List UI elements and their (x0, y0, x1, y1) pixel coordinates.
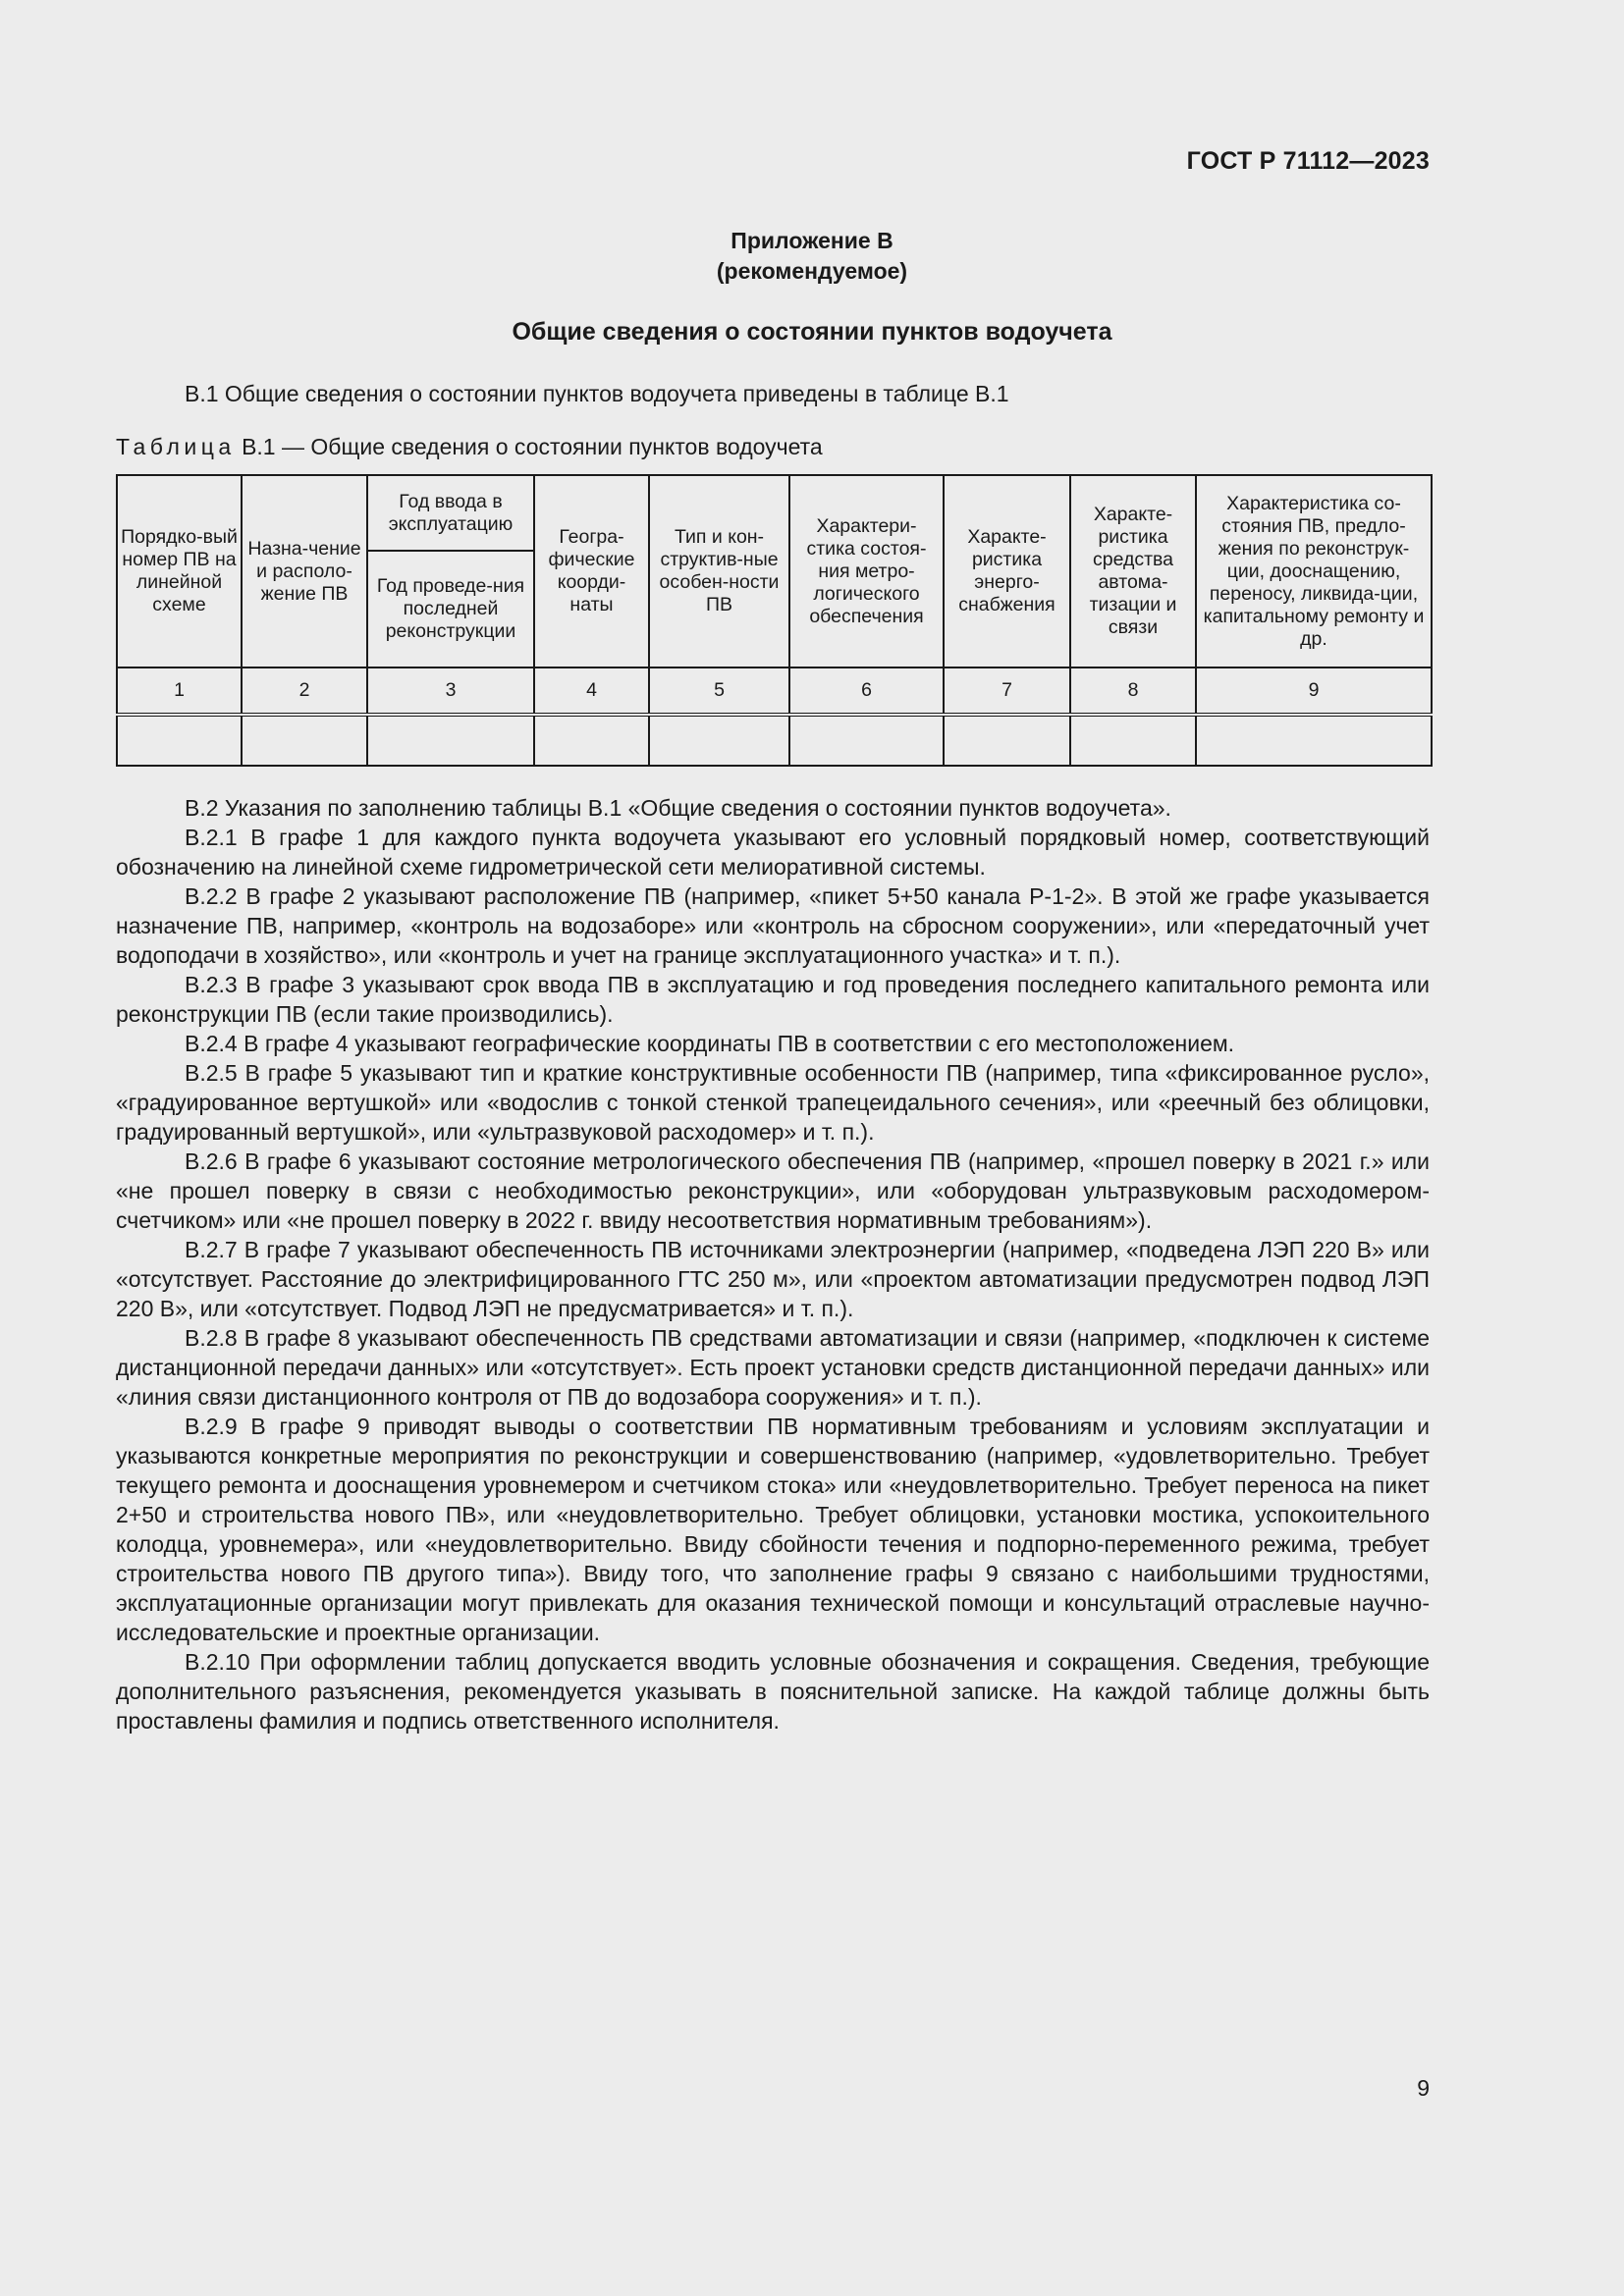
column-number: 3 (367, 667, 534, 715)
empty-cell (534, 715, 649, 766)
page-number: 9 (1417, 2075, 1430, 2101)
instructions-text (116, 793, 1430, 1735)
empty-cell (117, 715, 242, 766)
column-number: 2 (242, 667, 367, 715)
column-number-row (117, 667, 1432, 715)
header-col-6: Характери-стика состоя-ния метро-логического обеспечения (789, 475, 944, 667)
paragraph-b2-1: В.2.1 В графе 1 для каждого пункта водоучета указывают его условный порядковый номер, соответствующий обозначению на линейной схеме гидрометрической сети мелиоративной системы. (116, 825, 1430, 880)
water-metering-points-table (116, 474, 1433, 767)
header-col-2: Назна-чение и располо-жение ПВ (242, 475, 367, 667)
empty-cell (649, 715, 789, 766)
empty-cell (1196, 715, 1432, 766)
column-number: 9 (1196, 667, 1432, 715)
header-col-3-bottom: Год проведе-ния последней реконструкции (367, 551, 534, 667)
header-col-9: Характеристика со-стояния ПВ, предло-жения по реконструк-ции, дооснащению, переносу, ликвида-ции, капитальному ремонту и др. (1196, 475, 1432, 667)
table-caption (116, 434, 823, 460)
paragraph-b2-7: В.2.7 В графе 7 указывают обеспеченность ПВ источниками электроэнергии (например, «подведена ЛЭП 220 В» или «отсутствует. Расстояние до электрифицированного ГТС 250 м», или «проектом автоматизации предусмотрен подвод ЛЭП 220 В», или «отсутствует. Подвод ЛЭП не предусматривается» и т. п.). (116, 1237, 1430, 1321)
column-number: 4 (534, 667, 649, 715)
paragraph-b2-9: В.2.9 В графе 9 приводят выводы о соответствии ПВ нормативным требованиям и условиям эксплуатации и указываются конкретные мероприятия по реконструкции и совершенствованию (например, «удовлетворительно. Требует текущего ремонта и дооснащения уровнемером и счетчиком стока» или «неудовлетворительно. Требует переноса на пикет 2+50 и строительства нового ПВ», или «неудовлетворительно. Требует облицовки, установки мостика, успокоительного колодца, уровнемера», или «неудовлетворительно. Ввиду сбойности течения и подпорно-переменного режима, требует строительства нового ПВ другого типа»). Ввиду того, что заполнение графы 9 связано с наибольшими трудностями, эксплуатационные организации могут привлекать для оказания технической помощи и консультаций отраслевые научно-исследовательские и проектные организации. (116, 1414, 1430, 1645)
paragraph-b2-2: В.2.2 В графе 2 указывают расположение ПВ (например, «пикет 5+50 канала Р-1-2». В этой же графе указывается назначение ПВ, например, «контроль на водозаборе» или «контроль на сбросном сооружении», или «передаточный учет водоподачи в хозяйство», или «контроль и учет на границе эксплуатационного участка» и т. п.). (116, 883, 1430, 968)
annex-subtitle: (рекомендуемое) (716, 258, 908, 284)
header-col-7: Характе-ристика энерго-снабжения (944, 475, 1070, 667)
empty-cell (944, 715, 1070, 766)
paragraph-b2-6: В.2.6 В графе 6 указывают состояние метрологического обеспечения ПВ (например, «прошел поверку в 2021 г.» или «не прошел поверку в связи с необходимостью реконструкции», или «оборудован ультразвуковым расходомером-счетчиком» или «не прошел поверку в 2022 г. ввиду несоответствия нормативным требованиям»). (116, 1148, 1430, 1233)
column-number: 7 (944, 667, 1070, 715)
table-header-row (117, 475, 1432, 551)
paragraph-b2: В.2 Указания по заполнению таблицы В.1 «Общие сведения о состоянии пунктов водоучета». (185, 795, 1171, 821)
empty-cell (1070, 715, 1196, 766)
header-col-8: Характе-ристика средства автома-тизации и связи (1070, 475, 1196, 667)
paragraph-b2-3: В.2.3 В графе 3 указывают срок ввода ПВ в эксплуатацию и год проведения последнего капитального ремонта или реконструкции ПВ (если такие производились). (116, 972, 1430, 1027)
paragraph-b2-5: В.2.5 В графе 5 указывают тип и краткие конструктивные особенности ПВ (например, типа «фиксированное русло», «градуированное вертушкой» или «водослив с тонкой стенкой трапецеидального сечения», или «реечный без облицовки, градуированный вертушкой», или «ультразвуковой расходомер» и т. п.). (116, 1060, 1430, 1145)
column-number: 5 (649, 667, 789, 715)
header-col-4: Геогра-фические коорди-наты (534, 475, 649, 667)
empty-data-row (117, 715, 1432, 766)
header-col-3-top: Год ввода в эксплуатацию (367, 475, 534, 551)
annex-title: Приложение В (731, 228, 893, 253)
table-caption-text: В.1 — Общие сведения о состоянии пунктов водоучета (235, 434, 823, 459)
column-number: 6 (789, 667, 944, 715)
section-title: Общие сведения о состоянии пунктов водоучета (512, 318, 1112, 346)
empty-cell (242, 715, 367, 766)
column-number: 1 (117, 667, 242, 715)
empty-cell (367, 715, 534, 766)
header-col-1: Порядко-вый номер ПВ на линейной схеме (117, 475, 242, 667)
annex-heading (0, 226, 1624, 287)
table-caption-word: Таблица (116, 434, 236, 459)
empty-cell (789, 715, 944, 766)
paragraph-b2-8: В.2.8 В графе 8 указывают обеспеченность ПВ средствами автоматизации и связи (например, «подключен к системе дистанционной передачи данных» или «отсутствует». Есть проект установки средств дистанционной передачи данных» или «линия связи дистанционного контроля от ПВ до водозабора сооружения» и т. п.). (116, 1325, 1430, 1410)
standard-code: ГОСТ Р 71112—2023 (1186, 147, 1430, 175)
column-number: 8 (1070, 667, 1196, 715)
paragraph-b2-4: В.2.4 В графе 4 указывают географические координаты ПВ в соответствии с его местоположением. (185, 1031, 1235, 1056)
paragraph-b2-10: В.2.10 При оформлении таблиц допускается вводить условные обозначения и сокращения. Сведения, требующие дополнительного разъяснения, рекомендуется указывать в пояснительной записке. На каждой таблице должны быть проставлены фамилия и подпись ответственного исполнителя. (116, 1649, 1430, 1734)
header-col-5: Тип и кон-структив-ные особен-ности ПВ (649, 475, 789, 667)
intro-paragraph: В.1 Общие сведения о состоянии пунктов водоучета приведены в таблице В.1 (185, 381, 1009, 406)
